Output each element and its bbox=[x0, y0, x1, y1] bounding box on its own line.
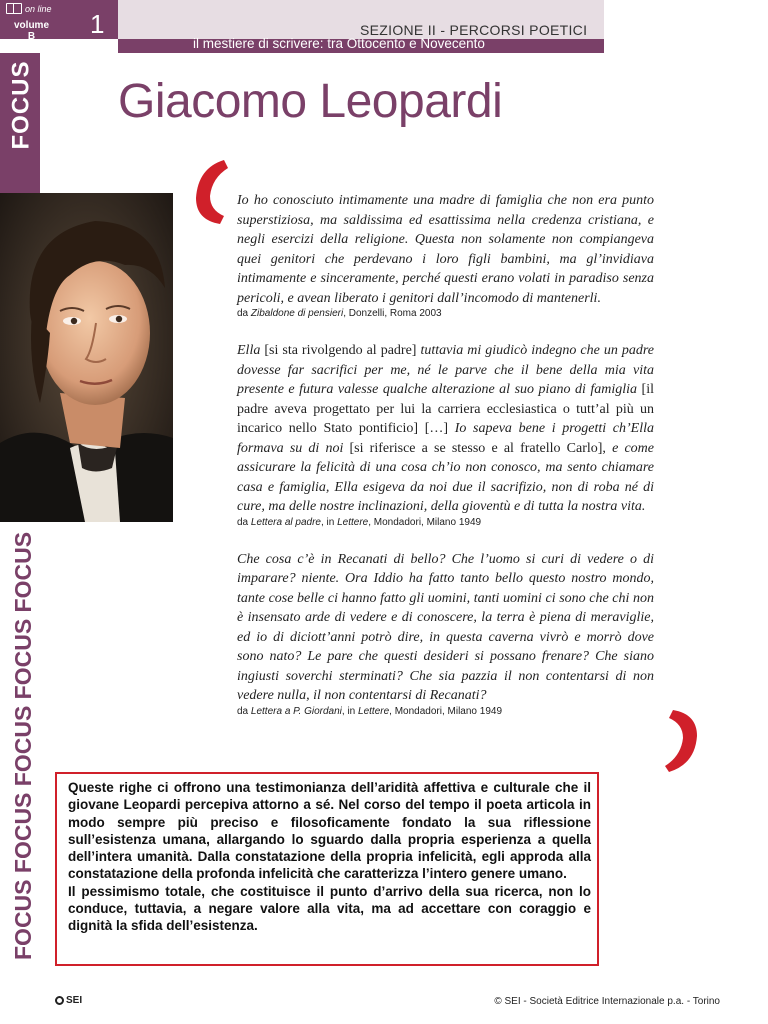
quote-zibaldone: Io ho conosciuto intimamente una madre di famiglia che non era punto superstiziosa, ma saldissima ed esattissima nella credenza cristiana, e negli esercizi della religione. Questa non solamente non compiangeva quei genitori che perdevano i loro figli bambini, ma gl’invidiava intimamente e sinceramente, perché questi erano volati in paradiso senza pericoli, e avean liberato i genitori dall’incomodo di mantenerli. bbox=[237, 193, 654, 306]
focus-label: FOCUS bbox=[7, 60, 34, 150]
leopardi-portrait bbox=[0, 193, 173, 522]
online-label: on line bbox=[25, 3, 52, 14]
volume-label: volume B bbox=[14, 20, 50, 42]
quote-lettera-padre: Ella [si sta rivolgendo al padre] tuttavia mi giudicò indegno che un padre dovesse far sacrifici per me, né le parve che il bene della mia vita presente e futura valesse qualche alterazione al suo piano di famiglia [il padre aveva progettato per lui la carriera ecclesiastica o tutt’al più un incarico nello Stato pontificio] […] Io sapeva bene i progetti ch’Ella formava su di noi [si riferisce a se stesso e al fratello Carlo], e come assicurare la felicità di una cosa ch’io non conosco, ma sento chiamare casa e famiglia, Ella esigeva da noi due il sacrifizio, non di roba né di cure, ma delle nostre inclinazioni, della gioventù e di tutta la nostra vita. bbox=[237, 343, 654, 514]
sei-logo-icon bbox=[55, 996, 64, 1005]
commentary-paragraph: Il pessimismo totale, che costituisce il punto d’arrivo della sua ricerca, non lo conduce, tuttavia, a negare valore alla vita, ma ad accettare con coraggio e dignità la sfida dell’esistenza. bbox=[68, 883, 591, 934]
section-subtitle: il mestiere di scrivere: tra Ottocento e Novecento bbox=[193, 36, 485, 51]
close-quote-icon bbox=[665, 710, 699, 774]
unit-number: 1 bbox=[90, 9, 105, 39]
online-badge bbox=[6, 3, 52, 14]
quote-source: da Zibaldone di pensieri, Donzelli, Roma 2003 bbox=[237, 308, 442, 319]
quote-source: da Lettera a P. Giordani, in Lettere, Mondadori, Milano 1949 bbox=[237, 705, 503, 717]
book-icon bbox=[6, 3, 22, 14]
section-heading: SEZIONE II - PERCORSI POETICI bbox=[360, 22, 588, 38]
commentary-box bbox=[55, 772, 599, 966]
commentary-paragraph: Queste righe ci offrono una testimonianza dell’aridità affettiva e culturale che il giovane Leopardi percepiva attorno a sé. Nel corso del tempo il poeta articola in modo sempre più preciso e filosoficamente fondato la sua riflessione sull’esistenza umana, allargando lo sguardo dalla propria esperienza a quella dell’intera umanità. Dalla constatazione della propria infelicità, egli approda alla constatazione della profonda infelicità che caratterizza l’intero genere umano. bbox=[68, 780, 591, 882]
copyright-notice: © SEI - Società Editrice Internazionale p.a. - Torino bbox=[494, 996, 720, 1007]
open-quote-icon bbox=[190, 158, 228, 226]
quote-lettera-giordani: Che cosa c’è in Recanati di bello? Che l’uomo si curi di vedere o di imparare? niente. Ora Iddio ha fatto tanto bello questo nostro mondo, tante cose belle ci hanno fatto gli uomini, tanti uomini ci sono che chi non è insensato arde di vedere e di conoscere, la terra è piena di meraviglie, ed io di diciott’anni potrò dire, in questa caverna vivrò e morrò dove sono nato? Le pare che questi desideri si possano frenare? Che siano ingiusti soverchi sterminati? Che sia pazzia il non contentarsi di non vedere nulla, il non contentarsi di Recanati? bbox=[237, 551, 654, 703]
quote-source: da Lettera al padre, in Lettere, Mondadori, Milano 1949 bbox=[237, 516, 482, 528]
focus-repeat-text: FOCUS FOCUS FOCUS FOCUS FOCUS bbox=[10, 531, 36, 960]
page-title: Giacomo Leopardi bbox=[118, 75, 503, 128]
quotes-column bbox=[237, 191, 654, 718]
publisher-logo: SEI bbox=[55, 995, 82, 1006]
